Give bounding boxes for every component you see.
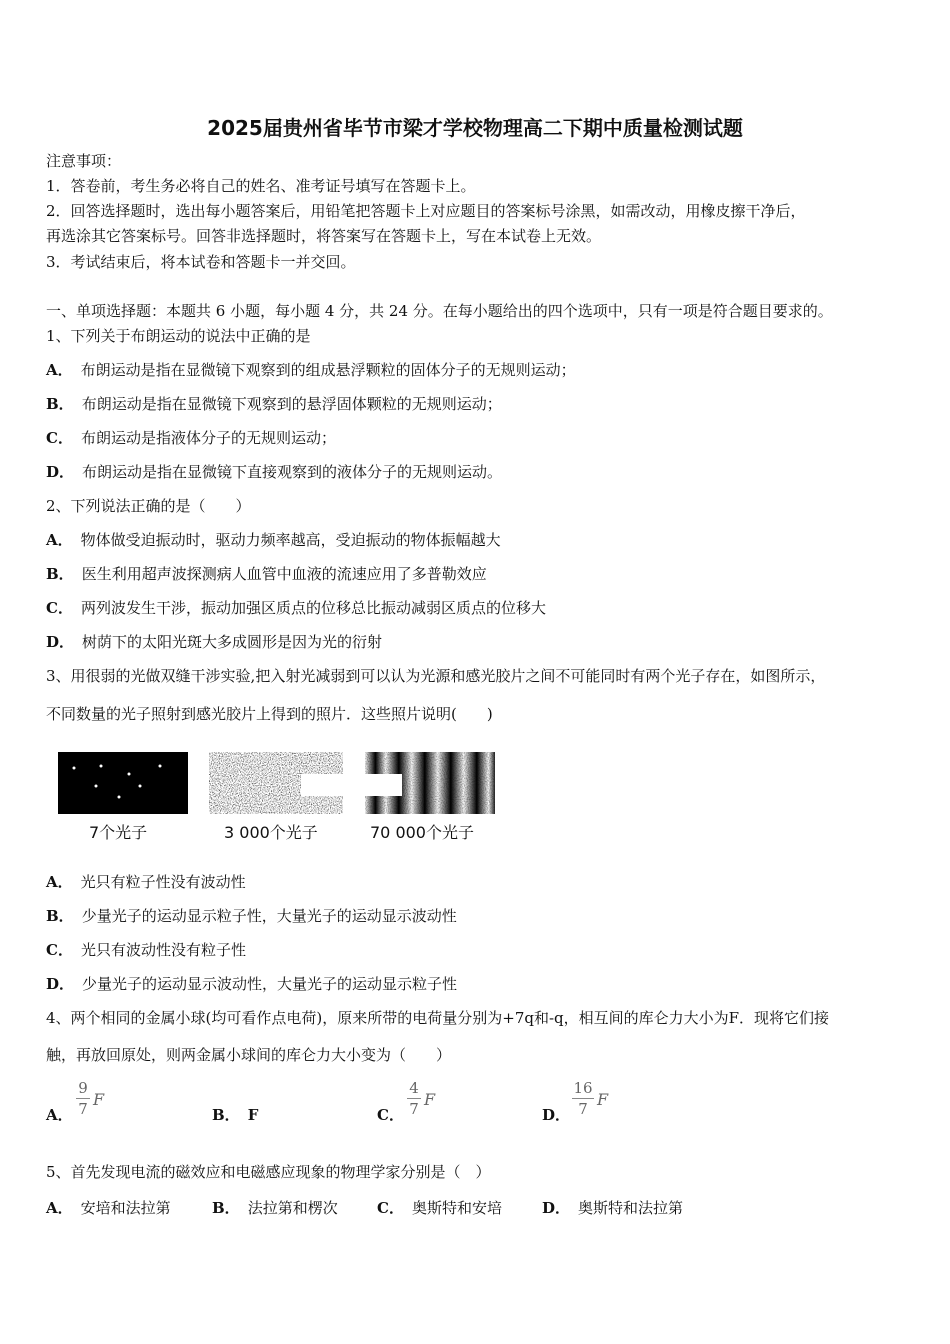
option-label: A． [46,361,73,379]
photo-caption: 70 000个光子 [370,823,474,842]
option-text: F [247,1106,259,1124]
option-text: 少量光子的运动显示波动性，大量光子的运动显示粒子性 [82,975,458,993]
option-text: 安培和法拉第 [80,1199,171,1217]
option-label: C． [377,1199,404,1217]
option-a [46,361,576,379]
option-label: C． [46,941,73,959]
photo-70000-photons [362,752,495,814]
option-label: A． [46,531,73,549]
option-text: 布朗运动是指液体分子的无规则运动； [80,429,336,447]
option-label: D． [542,1106,571,1124]
fraction-four-sevenths [407,1080,421,1117]
option-text: 法拉第和楞次 [247,1199,338,1217]
question-stem: 3、用很弱的光做双缝干涉实验,把入射光减弱到可以认为光源和感光胶片之间不可能同时有两个光子存在，如图所示， [46,667,826,685]
option-label: B． [212,1106,240,1124]
fraction-denominator: 7 [578,1100,588,1118]
photo-3000-photons [209,752,346,814]
option-label: C． [377,1106,404,1124]
option-label: C． [46,599,73,617]
option-label: D． [46,633,75,651]
option-label: B． [46,565,74,583]
notice-heading: 注意事项： [46,152,122,170]
option-text: 奥斯特和法拉第 [578,1199,684,1217]
option-c [377,1197,502,1218]
option-c [46,941,246,959]
option-d [542,1197,683,1218]
option-text: 光只有粒子性没有波动性 [80,873,246,891]
section-heading: 一、单项选择题：本题共 6 小题，每小题 4 分，共 24 分。在每小题给出的四个选项中，只有一项是符合题目要求的。 [46,302,833,320]
option-label: A． [46,1199,73,1217]
option-text: 奥斯特和安培 [411,1199,502,1217]
option-label: D． [46,463,75,481]
option-text: 布朗运动是指在显微镜下观察到的组成悬浮颗粒的固体分子的无规则运动； [80,361,576,379]
option-label: A． [46,873,73,891]
fraction-numerator: 4 [409,1079,419,1097]
question-stem: 4、两个相同的金属小球(均可看作点电荷)，原来所带的电荷量分别为+7q和-q，相互间的库仑力大小为F．现将它们接 [46,1009,830,1027]
force-variable: F [597,1090,609,1109]
option-b [46,395,502,413]
option-text: 少量光子的运动显示粒子性，大量光子的运动显示波动性 [81,907,457,925]
fraction-numerator: 9 [78,1079,88,1097]
option-b [46,565,487,583]
photo-caption: 3 000个光子 [224,823,318,842]
notice-item: 3．考试结束后，将本试卷和答题卡一并交回。 [46,253,356,271]
option-label: A． [46,1106,73,1124]
option-text: 布朗运动是指在显微镜下观察到的悬浮固体颗粒的无规则运动； [81,395,502,413]
notice-item: 2．回答选择题时，选出每小题答案后，用铅笔把答题卡上对应题目的答案标号涂黑，如需改动，用橡皮擦干净后， [46,202,806,220]
option-d [46,975,457,993]
option-label: B． [46,395,74,413]
question-stem: 2、下列说法正确的是（ ） [46,497,251,515]
force-variable: F [93,1090,105,1109]
option-label: D． [46,975,75,993]
option-a [46,873,246,891]
fraction-nine-sevenths [76,1080,90,1117]
option-b [212,1197,338,1218]
option-d [46,633,382,651]
photo-caption: 7个光子 [89,823,148,842]
question-stem: 1、下列关于布朗运动的说法中正确的是 [46,327,311,345]
notice-item: 再选涂其它答案标号。回答非选择题时，将答案写在答题卡上，写在本试卷上无效。 [46,227,602,245]
photo-7-photons [58,752,188,814]
option-d [46,463,502,481]
option-c [46,599,546,617]
option-a [46,1197,171,1218]
option-b [212,1104,258,1125]
fraction-numerator: 16 [573,1079,593,1097]
page-title: 2025届贵州省毕节市梁才学校物理高二下期中质量检测试题 [207,116,743,140]
fraction-denominator: 7 [409,1100,419,1118]
option-label: B． [212,1199,240,1217]
question-stem: 不同数量的光子照射到感光胶片上得到的照片．这些照片说明( ) [46,705,493,723]
photon-photos-image [56,750,506,816]
option-label: D． [542,1199,571,1217]
notice-item: 1．答卷前，考生务必将自己的姓名、准考证号填写在答题卡上。 [46,177,476,195]
question-stem: 触，再放回原处，则两金属小球间的库仑力大小变为（ ） [46,1046,452,1064]
option-a [46,531,501,549]
option-label: C． [46,429,73,447]
option-text: 光只有波动性没有粒子性 [80,941,246,959]
option-text: 树荫下的太阳光斑大多成圆形是因为光的衍射 [82,633,383,651]
option-text: 医生利用超声波探测病人血管中血液的流速应用了多普勒效应 [81,565,487,583]
option-text: 布朗运动是指在显微镜下直接观察到的液体分子的无规则运动。 [82,463,503,481]
option-b [46,907,457,925]
fraction-sixteen-sevenths [572,1080,594,1117]
force-variable: F [424,1090,436,1109]
option-label: B． [46,907,74,925]
photon-photos-figure [56,750,506,846]
question-stem: 5、首先发现电流的磁效应和电磁感应现象的物理学家分别是（ ） [46,1163,491,1181]
option-text: 两列波发生干涉，振动加强区质点的位移总比振动减弱区质点的位移大 [80,599,546,617]
option-c [46,429,336,447]
fraction-denominator: 7 [78,1100,88,1118]
option-text: 物体做受迫振动时，驱动力频率越高，受迫振动的物体振幅越大 [80,531,501,549]
